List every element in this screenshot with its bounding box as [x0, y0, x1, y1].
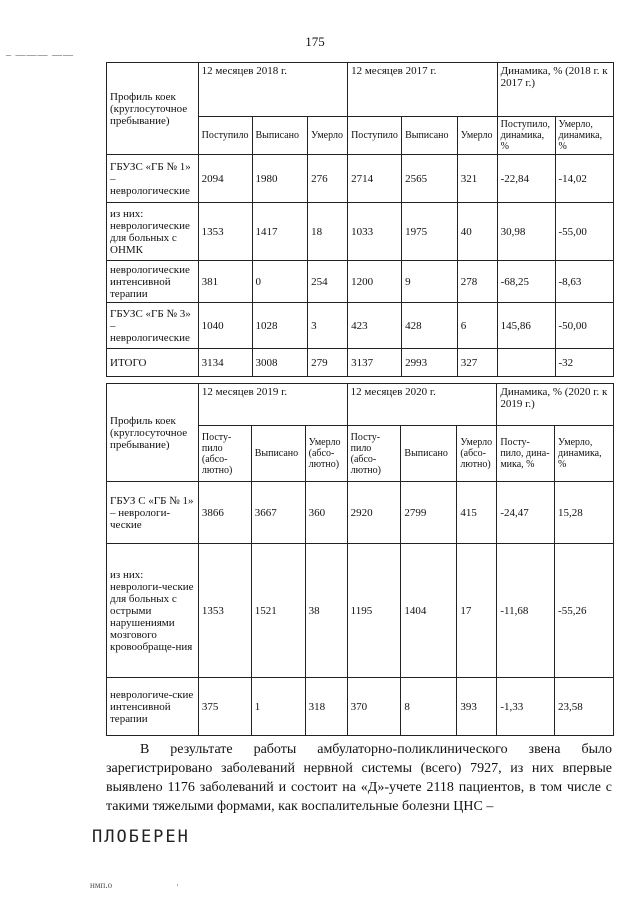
cell: 1040: [198, 303, 252, 349]
subheader: Поступило, динамика, %: [497, 117, 555, 155]
cell: 2094: [198, 155, 252, 203]
cell: -11,68: [497, 544, 555, 678]
table-2018-2017: [106, 62, 614, 377]
cell: 278: [457, 261, 497, 303]
subheader: Умерло: [308, 117, 348, 155]
cell: 1980: [252, 155, 308, 203]
subheader: Посту-пило (абсо-лютно): [347, 426, 401, 482]
header-profile: Профиль коек (круглосуточное пребывание): [107, 63, 199, 155]
cell: -22,84: [497, 155, 555, 203]
cell: 2799: [401, 482, 457, 544]
cell: 2565: [402, 155, 458, 203]
cell: 3866: [198, 482, 251, 544]
cell: 428: [402, 303, 458, 349]
cell: 6: [457, 303, 497, 349]
cell: -14,02: [555, 155, 613, 203]
row-label: ГБУЗС «ГБ № 3» – неврологические: [107, 303, 199, 349]
cell: 327: [457, 349, 497, 377]
cell: 1521: [251, 544, 305, 678]
margin-mark: – ——— ——: [6, 50, 74, 61]
cell: 360: [305, 482, 347, 544]
cell: 8: [401, 678, 457, 736]
cell: 318: [305, 678, 347, 736]
header-period-2019: 12 месяцев 2019 г.: [198, 384, 347, 426]
subheader: Выписано: [252, 117, 308, 155]
cell: 415: [457, 482, 497, 544]
cell: 40: [457, 203, 497, 261]
cell: 321: [457, 155, 497, 203]
header-profile: Профиль коек (круглосуточное пребывание): [107, 384, 199, 482]
table-row: [107, 155, 614, 203]
cell: 3134: [198, 349, 252, 377]
table-row: [107, 203, 614, 261]
cell: 423: [348, 303, 402, 349]
table-2020-2019: [106, 383, 614, 736]
table-row: [107, 678, 614, 736]
cell: [497, 349, 555, 377]
cell: 17: [457, 544, 497, 678]
cell: -55,26: [555, 544, 614, 678]
cell: 0: [252, 261, 308, 303]
subheader: Умерло, динамика, %: [555, 117, 613, 155]
cell: 1353: [198, 544, 251, 678]
header-dynamics: Динамика, % (2018 г. к 2017 г.): [497, 63, 613, 117]
cell: 375: [198, 678, 251, 736]
cell: -50,00: [555, 303, 613, 349]
header-period-2020: 12 месяцев 2020 г.: [347, 384, 497, 426]
header-period-2018: 12 месяцев 2018 г.: [198, 63, 347, 117]
subheader: Умерло, динамика, %: [555, 426, 614, 482]
cell: -1,33: [497, 678, 555, 736]
table-row: [107, 303, 614, 349]
cell: 370: [347, 678, 401, 736]
subheader: Выписано: [401, 426, 457, 482]
stamp-text: ПЛОБЕРЕН: [92, 827, 190, 847]
page-number: 175: [305, 34, 325, 49]
subheader: Умерло (абсо-лютно): [457, 426, 497, 482]
cell: 3137: [348, 349, 402, 377]
row-label: из них: неврологические для больных с ОНМК: [107, 203, 199, 261]
cell: -8,63: [555, 261, 613, 303]
cell: -32: [555, 349, 613, 377]
cell: 1195: [347, 544, 401, 678]
cell: 276: [308, 155, 348, 203]
cell: 254: [308, 261, 348, 303]
row-label: неврологиче-ские интенсивной терапии: [107, 678, 199, 736]
footer-dot: ·: [176, 880, 179, 890]
cell: 1404: [401, 544, 457, 678]
row-label: из них: неврологи-ческие для больных с острыми нарушениями мозгового кровообраще-ния: [107, 544, 199, 678]
subheader: Умерло: [457, 117, 497, 155]
subheader: Поступило: [348, 117, 402, 155]
cell: 381: [198, 261, 252, 303]
cell: 38: [305, 544, 347, 678]
row-label: ГБУЗС «ГБ № 1» – неврологические: [107, 155, 199, 203]
header-period-2017: 12 месяцев 2017 г.: [348, 63, 498, 117]
cell: 2993: [402, 349, 458, 377]
footer-mark: нмп.о: [90, 880, 113, 890]
cell: 2920: [347, 482, 401, 544]
cell: -68,25: [497, 261, 555, 303]
cell: 3: [308, 303, 348, 349]
cell: 145,86: [497, 303, 555, 349]
row-label: неврологические интенсивной терапии: [107, 261, 199, 303]
cell: 1028: [252, 303, 308, 349]
cell: 3008: [252, 349, 308, 377]
cell: 23,58: [555, 678, 614, 736]
cell: 3667: [251, 482, 305, 544]
body-paragraph: В результате работы амбулаторно-поликлинического звена было зарегистрировано заболеваний нервной системы (всего) 7927, из них впервые выявлено 1176 заболеваний и состоит на «Д»-учете 2118 пациентов, в том числе с такими тяжелыми формами, как воспалительные болезни ЦНС –: [106, 742, 612, 814]
cell: 2714: [348, 155, 402, 203]
cell: 1353: [198, 203, 252, 261]
subheader: Выписано: [251, 426, 305, 482]
cell: 18: [308, 203, 348, 261]
subheader: Посту-пило, дина-мика, %: [497, 426, 555, 482]
cell: 1417: [252, 203, 308, 261]
subheader: Посту-пило (абсо-лютно): [198, 426, 251, 482]
cell: 279: [308, 349, 348, 377]
cell: 1033: [348, 203, 402, 261]
row-label: ИТОГО: [107, 349, 199, 377]
cell: 1200: [348, 261, 402, 303]
header-dynamics: Динамика, % (2020 г. к 2019 г.): [497, 384, 614, 426]
cell: 30,98: [497, 203, 555, 261]
cell: 1975: [402, 203, 458, 261]
table-row: [107, 261, 614, 303]
subheader: Умерло (абсо-лютно): [305, 426, 347, 482]
cell: -55,00: [555, 203, 613, 261]
cell: 9: [402, 261, 458, 303]
cell: 1: [251, 678, 305, 736]
subheader: Поступило: [198, 117, 252, 155]
table-row-total: [107, 349, 614, 377]
row-label: ГБУЗ С «ГБ № 1» – неврологи-ческие: [107, 482, 199, 544]
cell: 393: [457, 678, 497, 736]
cell: -24,47: [497, 482, 555, 544]
table-row: [107, 544, 614, 678]
table-row: [107, 482, 614, 544]
cell: 15,28: [555, 482, 614, 544]
subheader: Выписано: [402, 117, 458, 155]
